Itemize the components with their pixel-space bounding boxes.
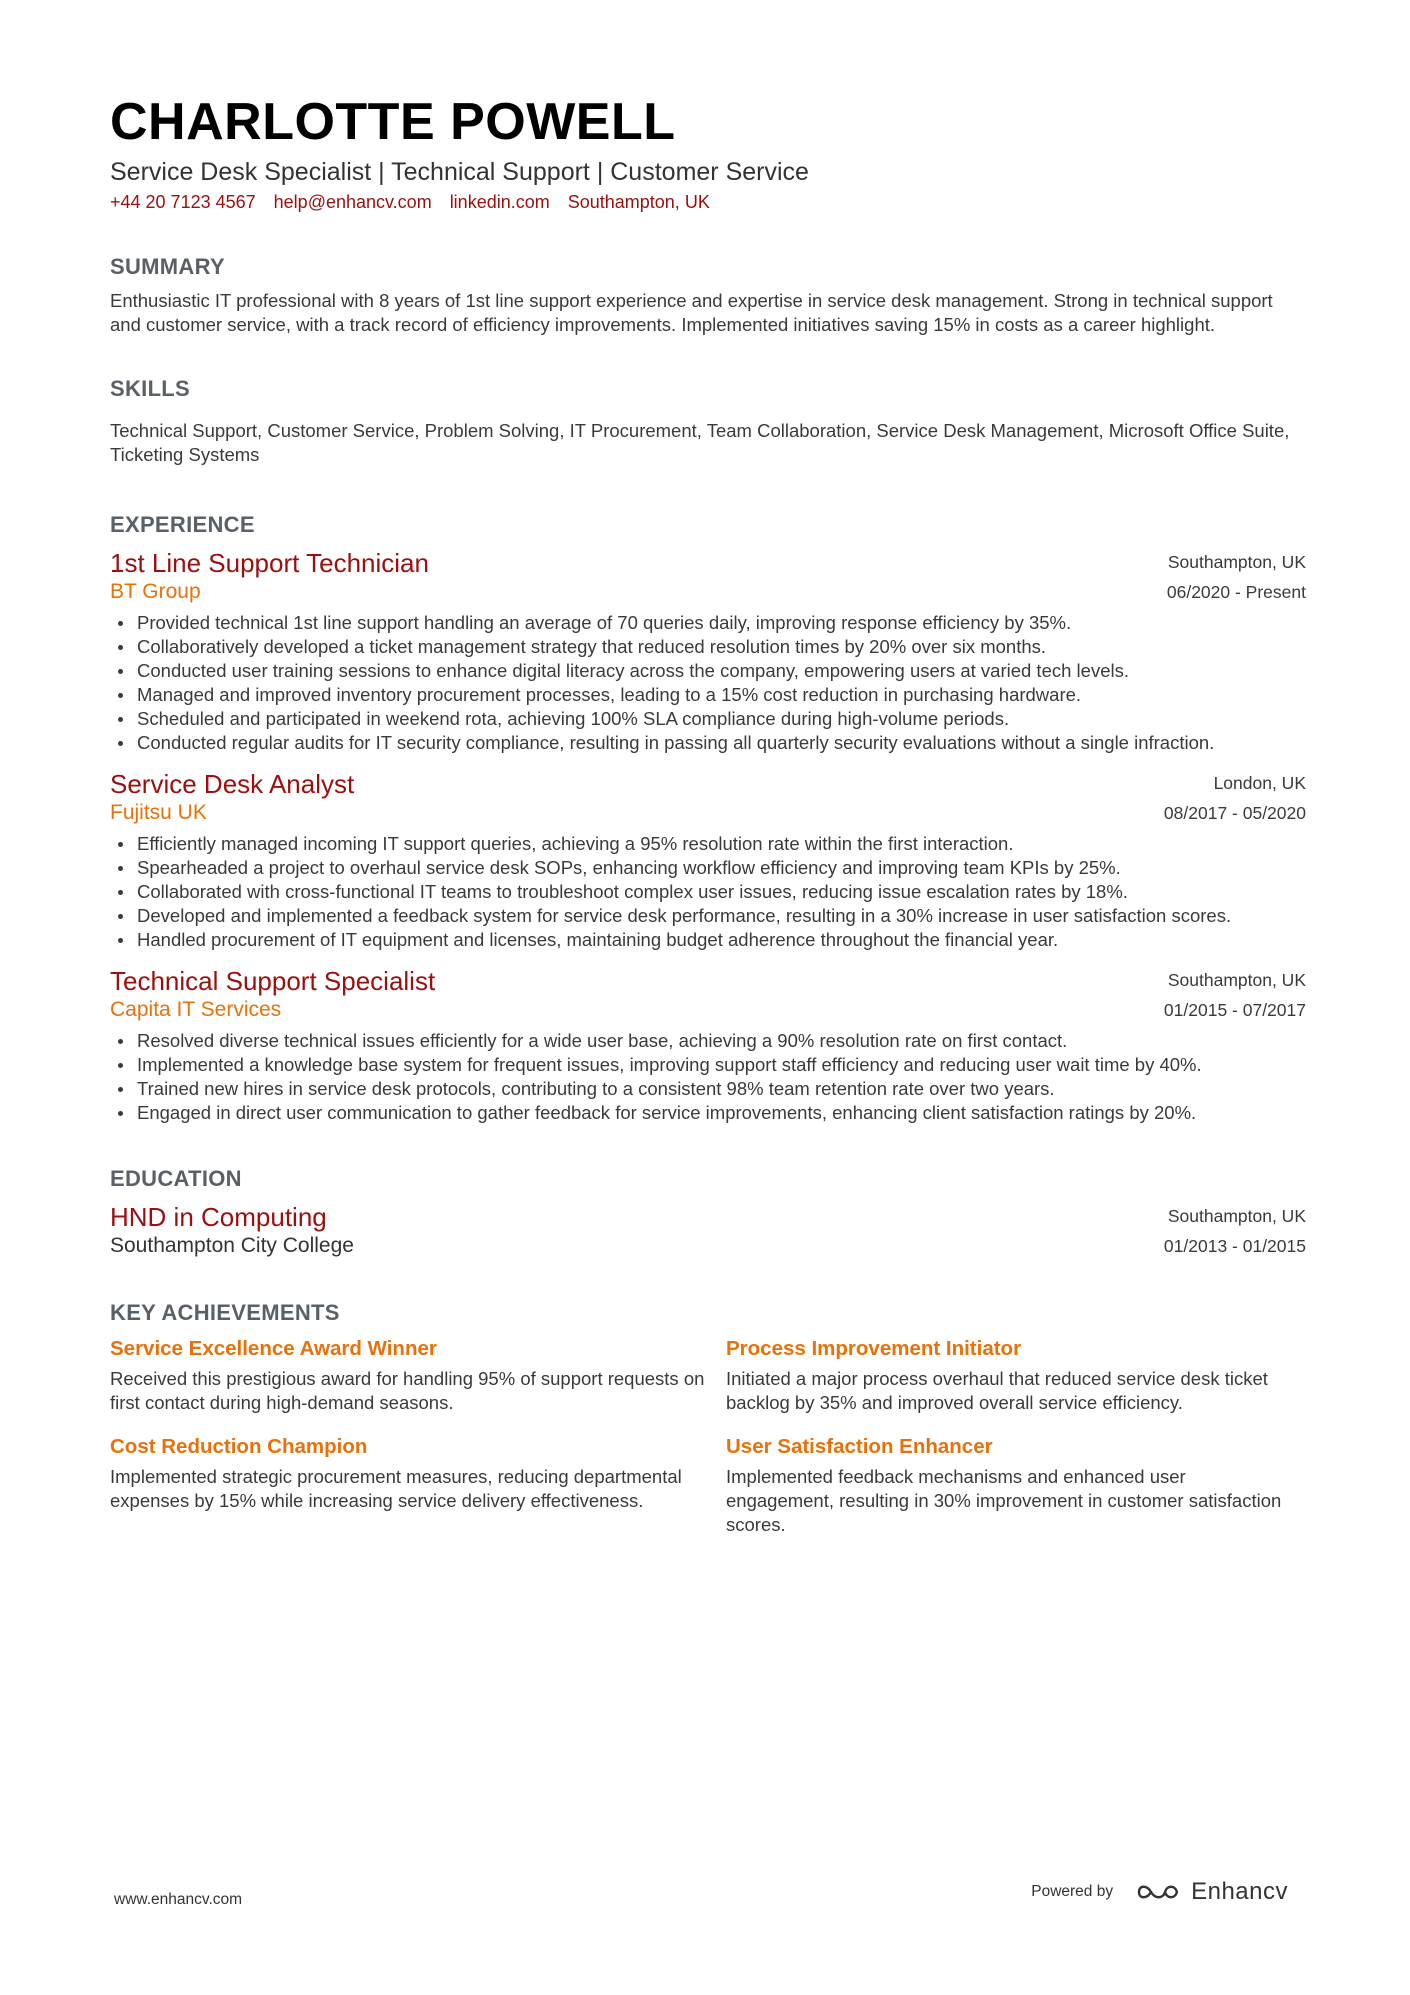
edu-location: Southampton, UK (1167, 1206, 1306, 1226)
edu-degree: HND in Computing (110, 1202, 327, 1232)
job-dates: 06/2020 - Present (1166, 582, 1306, 602)
headline: Service Desk Specialist | Technical Support | Customer Service (110, 158, 809, 186)
achievement-desc: Implemented feedback mechanisms and enhanced user engagement, resulting in 30% improvement in customer satisfaction scores. (726, 1466, 1282, 1535)
achievement-name: Cost Reduction Champion (110, 1435, 368, 1458)
bullet-item: Implemented a knowledge base system for frequent issues, improving support staff efficiency and reducing user wait time by 40%. (110, 1053, 1306, 1077)
skills-heading: SKILLS (110, 376, 191, 401)
powered-by-label: Powered by (1031, 1883, 1114, 1900)
job-entry (110, 547, 1306, 755)
bullet-item: Provided technical 1st line support handling an average of 70 queries daily, improving response efficiency by 35%. (110, 611, 1306, 635)
experience-heading: EXPERIENCE (110, 512, 255, 537)
job-location: London, UK (1213, 773, 1306, 793)
edu-school: Southampton City College (110, 1234, 354, 1257)
bullet-item: Engaged in direct user communication to gather feedback for service improvements, enhancing client satisfaction ratings by 20%. (110, 1101, 1306, 1125)
job-company: BT Group (110, 580, 201, 603)
bullet-item: Developed and implemented a feedback system for service desk performance, resulting in a 30% increase in user satisfaction scores. (110, 904, 1306, 928)
achievement-item (726, 1433, 1306, 1537)
job-dates: 01/2015 - 07/2017 (1163, 1000, 1306, 1020)
bullet-item: Scheduled and participated in weekend rota, achieving 100% SLA compliance during high-volume periods. (110, 707, 1306, 731)
resume-page (110, 92, 1306, 1537)
job-bullets (110, 611, 1306, 755)
bullet-item: Trained new hires in service desk protocols, contributing to a consistent 98% team retention rate over two years. (110, 1077, 1306, 1101)
achievements-heading: KEY ACHIEVEMENTS (110, 1300, 340, 1325)
job-role: 1st Line Support Technician (110, 548, 429, 578)
achievement-item (726, 1335, 1306, 1415)
achievement-name: User Satisfaction Enhancer (726, 1435, 993, 1458)
email-link[interactable]: help@enhancv.com (273, 192, 432, 212)
job-entry (110, 768, 1306, 952)
bullet-item: Spearheaded a project to overhaul service desk SOPs, enhancing workflow efficiency and improving team KPIs by 25%. (110, 856, 1306, 880)
bullet-item: Resolved diverse technical issues efficiently for a wide user base, achieving a 90% resolution rate on first contact. (110, 1029, 1306, 1053)
job-company: Fujitsu UK (110, 801, 207, 824)
job-dates: 08/2017 - 05/2020 (1163, 803, 1306, 823)
achievement-item (110, 1433, 726, 1537)
bullet-item: Collaboratively developed a ticket management strategy that reduced resolution times by 20% over six months. (110, 635, 1306, 659)
bullet-item: Collaborated with cross-functional IT teams to troubleshoot complex user issues, reducing issue escalation rates by 18%. (110, 880, 1306, 904)
footer-branding (1031, 1878, 1288, 1906)
candidate-name: CHARLOTTE POWELL (110, 93, 676, 151)
job-entry (110, 965, 1306, 1125)
achievement-desc: Initiated a major process overhaul that reduced service desk ticket backlog by 35% and improved overall service efficiency. (726, 1368, 1268, 1413)
job-location: Southampton, UK (1167, 552, 1306, 572)
summary-text: Enthusiastic IT professional with 8 years of 1st line support experience and expertise in service desk management. Strong in technical support and customer service, with a track record of efficiency improvements. Implemented initiatives saving 15% in costs as a career highlight. (110, 290, 1273, 335)
bullet-item: Conducted user training sessions to enhance digital literacy across the company, empowering users at varied tech levels. (110, 659, 1306, 683)
achievement-desc: Implemented strategic procurement measures, reducing departmental expenses by 15% while increasing service delivery effectiveness. (110, 1466, 682, 1511)
brand-logo[interactable] (1135, 1878, 1288, 1906)
bullet-item: Handled procurement of IT equipment and licenses, maintaining budget adherence throughout the financial year. (110, 928, 1306, 952)
achievement-item (110, 1335, 726, 1415)
brand-name: Enhancv (1191, 1878, 1288, 1905)
skills-list: Technical Support, Customer Service, Problem Solving, IT Procurement, Team Collaboration, Service Desk Management, Microsoft Office Suite, Ticketing Systems (110, 420, 1290, 465)
linkedin-link[interactable]: linkedin.com (449, 192, 550, 212)
education-entry (110, 1201, 1306, 1261)
achievement-desc: Received this prestigious award for handling 95% of support requests on first contact during high-demand seasons. (110, 1368, 705, 1413)
achievements-grid (110, 1335, 1306, 1537)
job-bullets (110, 832, 1306, 952)
bullet-item: Efficiently managed incoming IT support queries, achieving a 95% resolution rate within the first interaction. (110, 832, 1306, 856)
job-bullets (110, 1029, 1306, 1125)
job-role: Technical Support Specialist (110, 966, 436, 996)
education-heading: EDUCATION (110, 1166, 242, 1191)
job-company: Capita IT Services (110, 998, 282, 1021)
edu-dates: 01/2013 - 01/2015 (1163, 1236, 1306, 1256)
location-text: Southampton, UK (567, 192, 710, 212)
bullet-item: Conducted regular audits for IT security compliance, resulting in passing all quarterly security evaluations without a single infraction. (110, 731, 1306, 755)
job-role: Service Desk Analyst (110, 769, 355, 799)
phone-link[interactable]: +44 20 7123 4567 (110, 192, 256, 212)
summary-heading: SUMMARY (110, 254, 225, 279)
achievement-name: Process Improvement Initiator (726, 1337, 1022, 1360)
job-location: Southampton, UK (1167, 970, 1306, 990)
enhancv-logo-icon (1135, 1880, 1181, 1904)
contact-list (110, 190, 1306, 214)
footer-website-link[interactable]: www.enhancv.com (114, 1891, 243, 1908)
achievement-name: Service Excellence Award Winner (110, 1337, 437, 1360)
bullet-item: Managed and improved inventory procurement processes, leading to a 15% cost reduction in purchasing hardware. (110, 683, 1306, 707)
